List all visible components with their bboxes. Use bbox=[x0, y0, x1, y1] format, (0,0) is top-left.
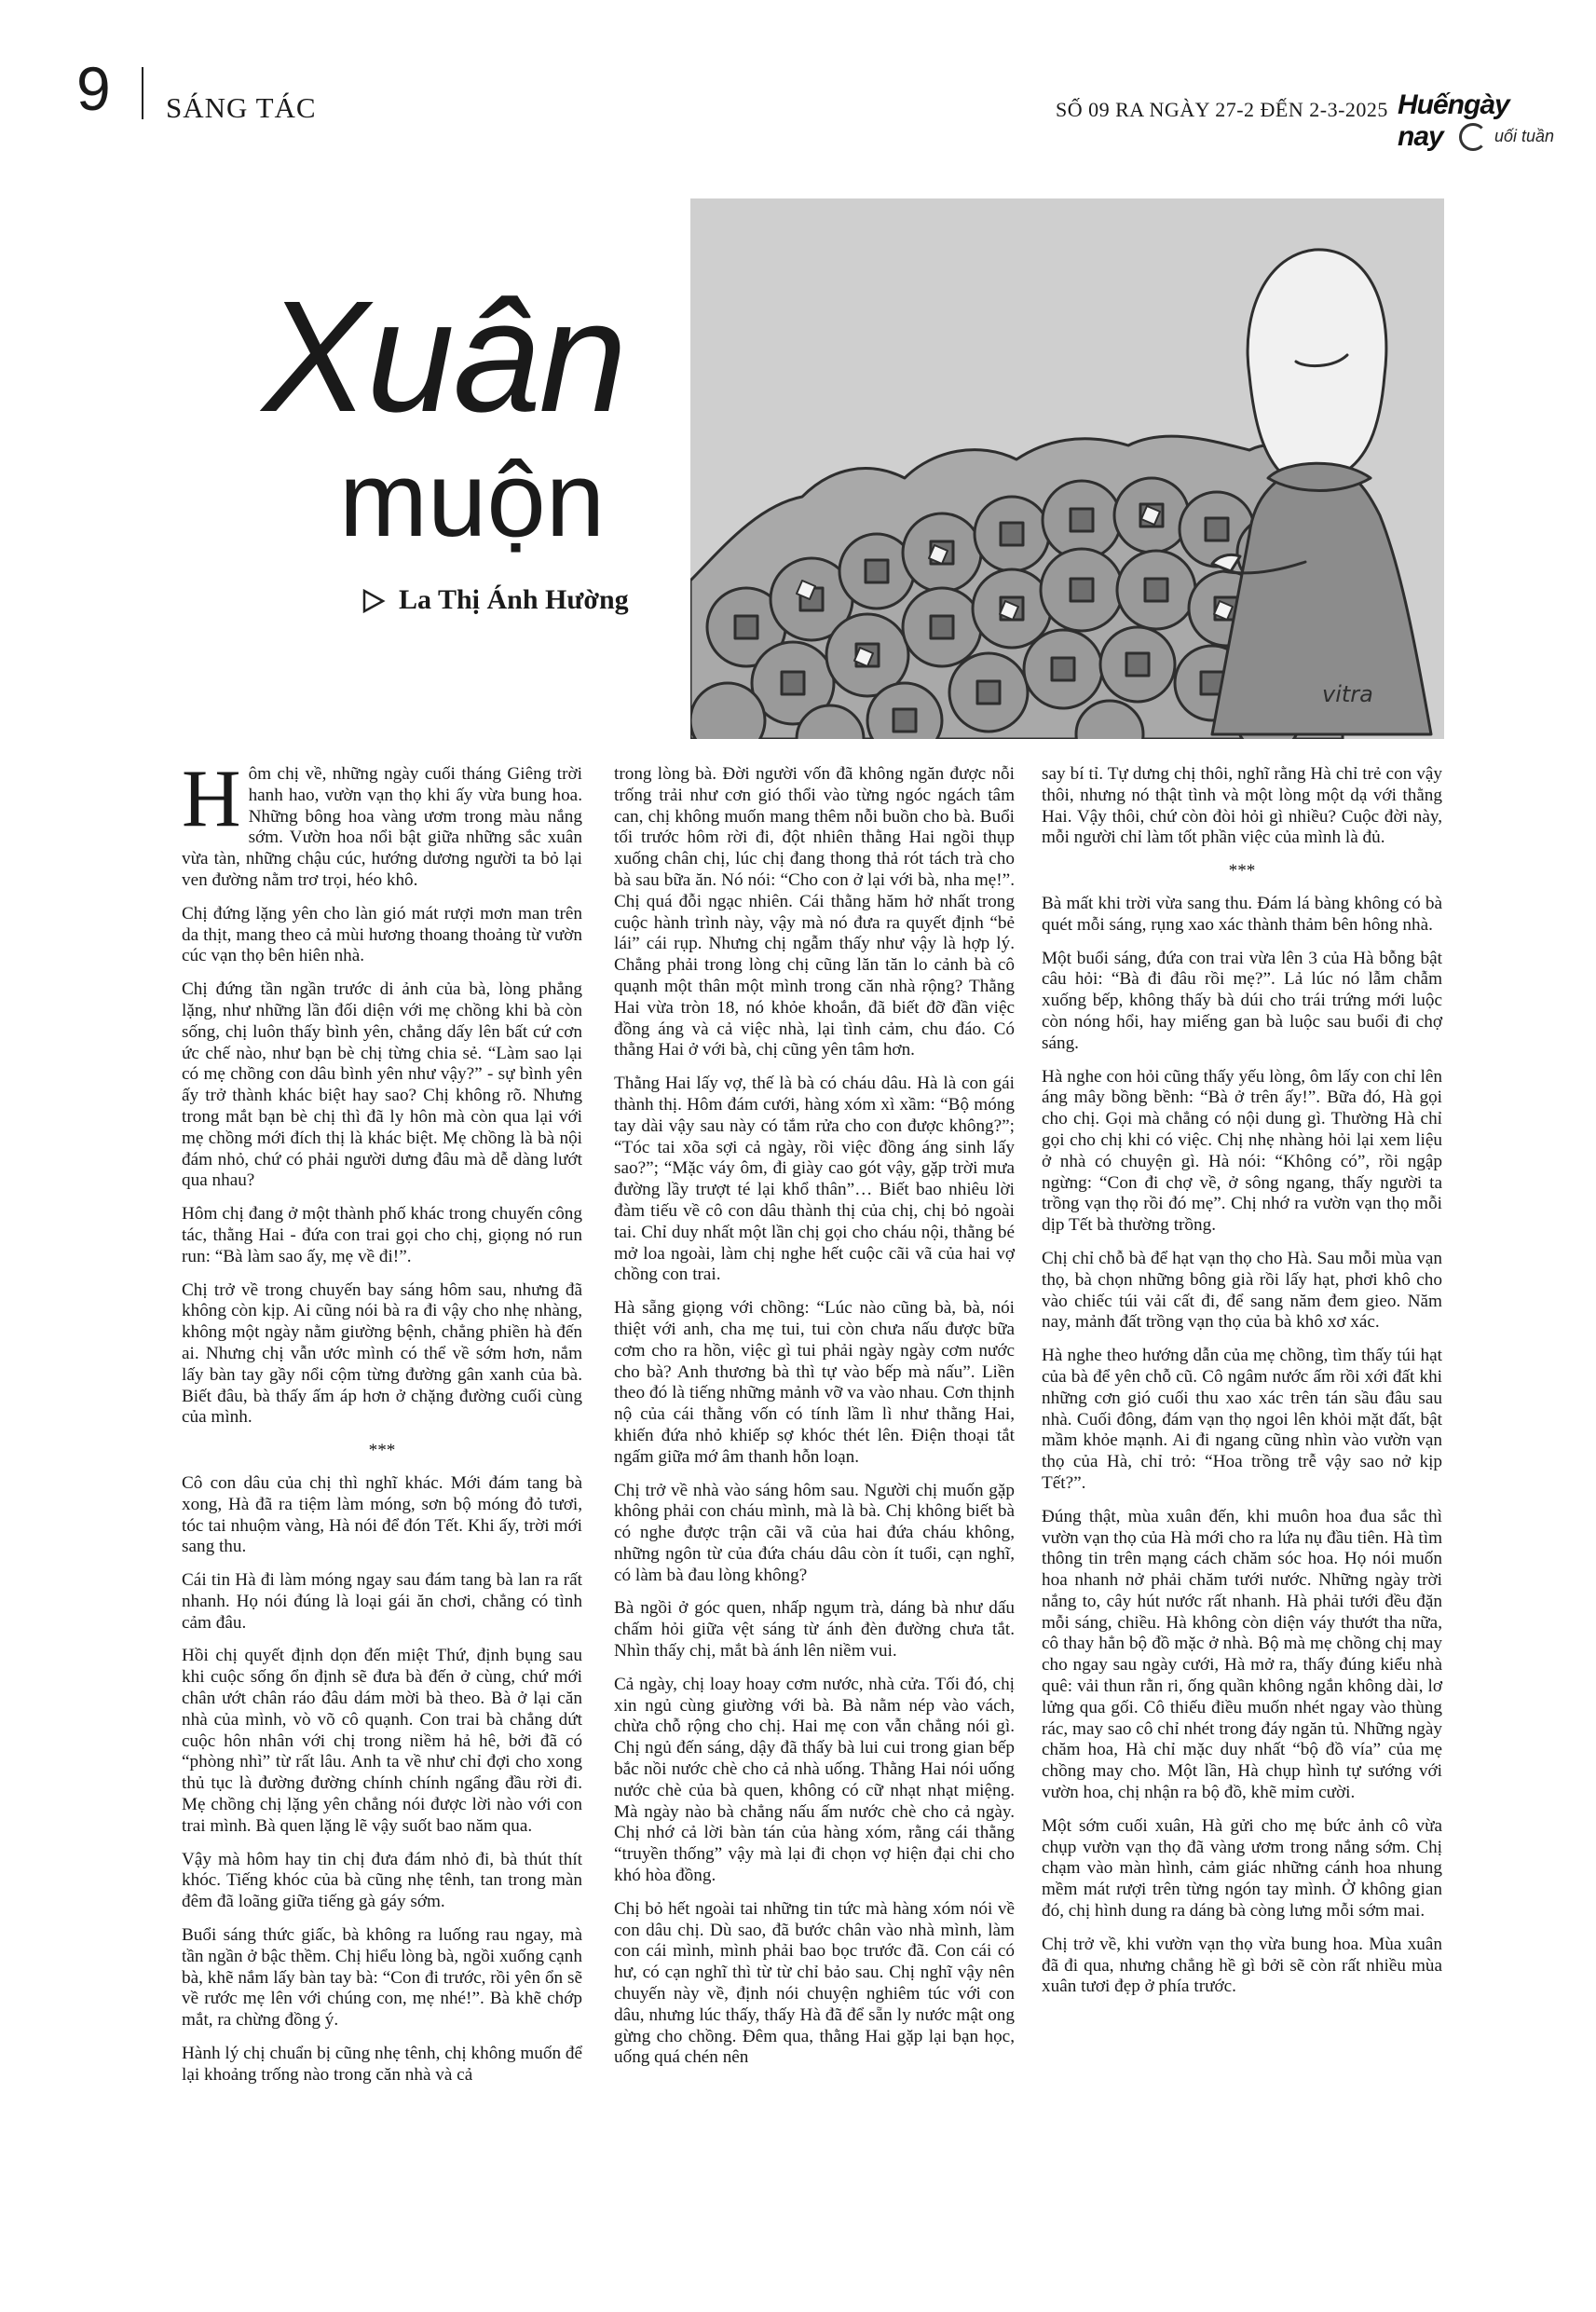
paragraph: Hồi chị quyết định dọn đến miệt Thứ, định bụng sau khi cuộc sống ổn định sẽ đưa bà đến ở cùng, chứ mới chân ướt chân ráo đâu dám mời bà theo. Bà ở lại căn nhà của mình, vò võ cô quạnh. Con trai bà chẳng dứt cuộc hôn nhân với chị trong niềm hả hê, bởi đã có “phòng nhì” từ rất lâu. Anh ta về như chỉ đợi cho xong thủ tục là đường đường chính chính ngẩng đầu rời đi. Mẹ chồng chị lặng yên chẳng nói được lời nào với con trai mình. Bà quen lặng lẽ vậy suốt bao năm qua. bbox=[182, 1646, 582, 1836]
paragraph: Chị bỏ hết ngoài tai những tin tức mà hàng xóm nói về con dâu chị. Dù sao, đã bước chân vào nhà mình, làm con cái mình, mình phải bao bọc trước đã. Con cái có hư, có cạn nghĩ thì từ từ chỉ bảo sau. Chị nghĩ vậy nên chuyến này về, định nói chuyện nghiêm túc với con dâu, nhưng lúc thấy, thấy Hà đã để sẵn ly nước mật ong gừng cho chồng. Đêm qua, thằng Hai gặp lại bạn học, uống quá chén nên bbox=[614, 1898, 1015, 2068]
article-title-line2: muộn bbox=[339, 441, 606, 559]
paragraph: Hành lý chị chuẩn bị cũng nhẹ tênh, chị không muốn để lại khoảng trống nào trong căn nhà và cả bbox=[182, 2044, 582, 2085]
paragraph: Chị đứng tần ngần trước di ảnh của bà, lòng phẳng lặng, như những lần đối diện với mẹ chồng khi bà còn sống, chị luôn thấy bình yên, chẳng dấy lên bất cứ cơn ức chế nào, như bạn bè chị từng chia sẻ. “Làm sao lại có mẹ chồng con dâu bình yên như vậy?” - sự bình yên ấy trở thành khác biệt hay sao? Chị không rõ. Nhưng trong mắt bạn bè chị thì đã ly hôn mà còn qua lại với mẹ chồng mới đích thị là khác biệt. Mẹ chồng là bà nội đám nhỏ, chứ có phải người dưng đâu mà dễ dàng lướt qua nhau? bbox=[182, 979, 582, 1191]
header-divider bbox=[142, 67, 143, 119]
paragraph: Một sớm cuối xuân, Hà gửi cho mẹ bức ảnh cô vừa chụp vườn vạn thọ đã vàng ươm trong nắng sớm. Chị chạm vào màn hình, cảm giác những cánh hoa nhung mềm mát rượi trên từng ngón tay mình. Ở không gian đó, chị hình dung ra dáng bà còng lưng mỗi sớm mai. bbox=[1042, 1815, 1442, 1922]
paragraph: Vậy mà hôm hay tin chị đưa đám nhỏ đi, bà thút thít khóc. Tiếng khóc của bà cũng nhẹ tênh, tan trong màn đêm đã loãng giữa tiếng gà gáy sớm. bbox=[182, 1849, 582, 1912]
paragraph: Thằng Hai lấy vợ, thế là bà có cháu dâu. Hà là con gái thành thị. Hôm đám cưới, hàng xóm xì xầm: “Bộ móng tay dài vậy sau này có tắm rửa cho con được không?”; “Tóc tai xõa sợi cả ngày, rồi việc đồng áng sinh lấy sao?”; “Mặc váy ôm, đi giày cao gót vậy, gặp trời mưa đường lầy trượt té lại khổ thân”… Biết bao nhiêu lời đàm tiếu về cô con dâu thành thị của chị, chị bỏ ngoài tai. Chỉ duy nhất một lần chị gọi cho cháu nội, thằng bé mở loa ngoài, làm chị nghe hết cuộc cãi vã của hai vợ chồng con trai. bbox=[614, 1074, 1015, 1285]
article-column-2 bbox=[614, 764, 1015, 2081]
paragraph: trong lòng bà. Đời người vốn đã không ngăn được nỗi trống trải như cơn gió thổi vào từng ngóc ngách tâm can, chị không muốn mang thêm nỗi buồn cho bà. Buổi tối trước hôm rời đi, đột nhiên thằng Hai ngồi thụp xuống chân chị, lúc chị đang thong thả rót tách trà cho bà sau bữa ăn. Nó nói: “Cho con ở lại với bà, nha mẹ!”. Chị quá đỗi ngạc nhiên. Cái thằng hăm hở nhất trong cuộc hành trình này, vậy mà nó đưa ra quyết định “bẻ lái” cái rụp. Nhưng chị ngẫm thấy như vậy là hợp lý. Chẳng phải trong lòng chị cũng lăn tăn lo cảnh bà cô quạnh một thân một mình trong căn nhà rộng? Thằng Hai vừa tròn 18, nó khỏe khoắn, đã biết đỡ đần việc đồng áng và cả việc nhà, lại tình cảm, chu đáo. Có thằng Hai ở với bà, chị cũng yên tâm hơn. bbox=[614, 764, 1015, 1060]
paragraph: Đúng thật, mùa xuân đến, khi muôn hoa đua sắc thì vườn vạn thọ của Hà mới cho ra lứa nụ đầu tiên. Hà tìm thông tin trên mạng cách chăm sóc hoa. Họ nói muốn hoa nhanh nở phải chăm tưới nước. Những ngày trời nắng to, cây hút nước rất nhanh. Hà phải tưới đều đặn mỗi sáng, chiều. Hà không còn diện váy thướt tha nữa, cô thay hẳn bộ đồ mặc ở nhà. Bộ mà mẹ chồng chị may cho ngay sau ngày cưới, Hà mở ra, thấy đúng kiểu nhà quê: vải thun rằn ri, ống quần không ngắn không dài, lơ lửng qua gối. Cô thiếu điều muốn nhét ngay vào thùng rác, may sao cô chỉ nhét trong đáy ngăn tủ. Những ngày chăm hoa, Hà chỉ mặc duy nhất “bộ đồ vía” của mẹ chồng may cho. Một lần, Hà chụp hình tự sướng với vườn hoa, chị nhận ra bộ đồ, khẽ mỉm cười. bbox=[1042, 1506, 1442, 1803]
logo-subtitle: uối tuần bbox=[1494, 127, 1554, 145]
paragraph: Hà nghe theo hướng dẫn của mẹ chồng, tìm thấy túi hạt của bà để yên chỗ cũ. Cô ngâm nước ấm rồi xới đất khi những cơn gió cuối thu xao xác trên tán sầu đâu sau nhà. Cuối đông, đám vạn thọ ngoi lên khỏi mặt đất, bật mầm khỏe mạnh. Ai đi ngang cũng nhìn vào vườn vạn thọ của Hà, chỉ trỏ: “Hoa trồng trễ vậy sao nở kịp Tết?”. bbox=[1042, 1346, 1442, 1493]
paragraph: Hà nghe con hỏi cũng thấy yếu lòng, ôm lấy con chỉ lên áng mây bồng bềnh: “Bà ở trên ấy!”. Bữa đó, Hà gọi cho chị. Gọi mà chẳng có nội dung gì. Thường Hà chỉ gọi cho chị khi có việc. Chị nhẹ nhàng hỏi lại xem liệu ở nhà có chuyện gì. Hà nói: “Không có”, rồi ngập ngừng: “Con đi chợ về, ở sông ngang, thấy người ta trồng vạn thọ rồi đó mẹ”. Chị nhớ ra vườn vạn thọ mỗi dịp Tết bà thường trồng. bbox=[1042, 1066, 1442, 1236]
logo-c-mark bbox=[1459, 123, 1487, 151]
author-name: La Thị Ánh Hường bbox=[399, 584, 629, 615]
paragraph: Buổi sáng thức giấc, bà không ra luống rau ngay, mà tần ngần ở bậc thềm. Chị hiểu lòng bà, ngồi xuống cạnh bà, khẽ nắm lấy bàn tay bà: “Con đi trước, rồi yên ổn sẽ về rước mẹ lên với chúng con, mẹ nhé!”. Bà khẽ chớp mắt, ra chừng đồng ý. bbox=[182, 1925, 582, 2031]
article-column-3 bbox=[1042, 764, 1442, 2010]
paragraph: Hôm chị về, những ngày cuối tháng Giêng trời hanh hao, vườn vạn thọ khi ấy vừa bung hoa. Những bông hoa vàng ươm trong màu nắng sớm. Vườn hoa nổi bật giữa những sắc xuân vừa tàn, những chậu cúc, hướng dương người ta bỏ lại ven đường nằm trơ trọi, héo khô. bbox=[182, 754, 582, 890]
section-break: *** bbox=[1228, 861, 1256, 882]
paragraph: Chị trở về, khi vườn vạn thọ vừa bung hoa. Mùa xuân đã đi qua, nhưng chẳng hề gì bởi sẽ còn rất nhiều mùa xuân tươi đẹp ở phía trước. bbox=[1042, 1934, 1442, 1997]
paragraph: Cái tin Hà đi làm móng ngay sau đám tang bà lan ra rất nhanh. Họ nói đúng là loại gái ăn chơi, chẳng có tình cảm đâu. bbox=[182, 1570, 582, 1633]
section-title: SÁNG TÁC bbox=[166, 91, 317, 124]
logo-wordmark: Huếngày nay bbox=[1398, 89, 1509, 152]
paragraph: Chị trở về trong chuyến bay sáng hôm sau, nhưng đã không còn kịp. Ai cũng nói bà ra đi vậy cho nhẹ nhàng, không một ngày nằm giường bệnh, chẳng phiền hà đến ai. Nhưng chị vẫn ước mình có thể về sớm hơn, nắm lấy bàn tay gầy nổi cộm từng đường gân xanh của bà. Biết đâu, bà thấy ấm áp hơn ở chặng đường cuối cùng của mình. bbox=[182, 1279, 582, 1428]
article-column-1 bbox=[182, 754, 582, 2099]
page-number: 9 bbox=[76, 54, 111, 123]
paragraph: Hà sẵng giọng với chồng: “Lúc nào cũng bà, bà, nói thiệt với anh, cha mẹ tui, tui còn chưa nấu được bữa cơm cho ra hồn, việc gì tui phải ngày ngày cơm nước cho bà? Anh thương bà thì tự vào bếp mà nấu”. Liền theo đó là tiếng những mảnh vỡ va vào nhau. Cơn thịnh nộ của cái thằng vốn có tính lầm lì như thằng Hai, khiến đứa nhỏ khiếp sợ khóc thét lên. Điện thoại tắt ngấm giữa mớ âm thanh hỗn loạn. bbox=[614, 1298, 1015, 1467]
paragraph: say bí tỉ. Tự dưng chị thôi, nghĩ rằng Hà chỉ trẻ con vậy thôi, nhưng nó thật tình và một lòng một dạ với thằng Hai. Vậy thôi, chứ còn đòi hỏi gì nhiều? Cuộc đời này, mỗi người chỉ làm tốt phần việc của mình là đủ. bbox=[1042, 764, 1442, 848]
paragraph: Cô con dâu của chị thì nghĩ khác. Mới đám tang bà xong, Hà đã ra tiệm làm móng, sơn bộ móng đỏ tươi, tóc tai nhuộm vàng, Hà nói để đón Tết. Khi ấy, trời mới sang thu. bbox=[182, 1472, 582, 1557]
article-title-line1: Xuân bbox=[263, 268, 626, 445]
section-break: *** bbox=[368, 1441, 396, 1461]
paragraph: Bà mất khi trời vừa sang thu. Đám lá bàng không có bà quét mỗi sáng, rụng xao xác thành thảm bên hông nhà. bbox=[1042, 893, 1442, 935]
paragraph: Chị chỉ chỗ bà để hạt vạn thọ cho Hà. Sau mỗi mùa vạn thọ, bà chọn những bông già rồi lấy hạt, phơi khô cho vào chiếc túi vải cất đi, để sang năm đem gieo. Năm nay, mảnh đất trồng vạn thọ của bà khô xơ xác. bbox=[1042, 1248, 1442, 1333]
article-illustration bbox=[690, 198, 1444, 739]
illustrator-signature: vitra bbox=[1322, 681, 1373, 707]
paragraph: Chị đứng lặng yên cho làn gió mát rượi mơn man trên da thịt, mang theo cả mùi hương thoang thoảng từ vườn cúc vạn thọ bên hiên nhà. bbox=[182, 903, 582, 966]
paragraph: Bà ngồi ở góc quen, nhấp ngụm trà, dáng bà như dấu chấm hỏi giữa vệt sáng từ ánh đèn đường chưa tắt. Nhìn thấy chị, mắt bà ánh lên niềm vui. bbox=[614, 1598, 1015, 1662]
paragraph: Cả ngày, chị loay hoay cơm nước, nhà cửa. Tối đó, chị xin ngủ cùng giường với bà. Bà nằm nép vào vách, chừa chỗ rộng cho chị. Hai mẹ con vẫn chẳng nói gì. Chị ngủ đến sáng, dậy đã thấy bà lui cui trong gian bếp bắc nồi nước chè cho cả nhà uống. Thằng Hai nói uống nước chè của bà quen, không có cữ nhạt nhạt miệng. Mà ngày nào bà chẳng nấu ấm nước chè cho cả ngày. Chị nhớ cả lời bàn tán của hàng xóm, rằng cái thằng “truyền thống” vậy mà lại đi chọn vợ hiện đại chi cho khó hòa đồng. bbox=[614, 1674, 1015, 1886]
play-triangle-icon bbox=[361, 589, 386, 613]
paragraph: Hôm chị đang ở một thành phố khác trong chuyến công tác, thằng Hai - đứa con trai gọi cho chị, giọng nó run run: “Bà làm sao ấy, mẹ về đi!”. bbox=[182, 1204, 582, 1266]
drop-cap: H bbox=[182, 754, 241, 844]
paragraph: Một buổi sáng, đứa con trai vừa lên 3 của Hà bỗng bật câu hỏi: “Bà đi đâu rồi mẹ?”. Lả lúc nó lẫm chẫm xuống bếp, không thấy bà dúi cho trái trứng mới luộc còn nóng hổi, hay miếng gan bà luộc sau buổi đi chợ sáng. bbox=[1042, 948, 1442, 1053]
paragraph: Chị trở về nhà vào sáng hôm sau. Người chị muốn gặp không phải con cháu mình, mà là bà. Chị không biết bà có nghe được trận cãi vã của hai đứa cháu không, những ngôn từ của đứa cháu dâu còn ít tuổi, cạn nghĩ, có làm bà đau lòng không? bbox=[614, 1480, 1015, 1585]
page-header bbox=[0, 0, 1596, 152]
issue-info: SỐ 09 RA NGÀY 27-2 ĐẾN 2-3-2025 bbox=[1056, 98, 1388, 121]
publication-logo bbox=[1398, 89, 1556, 164]
